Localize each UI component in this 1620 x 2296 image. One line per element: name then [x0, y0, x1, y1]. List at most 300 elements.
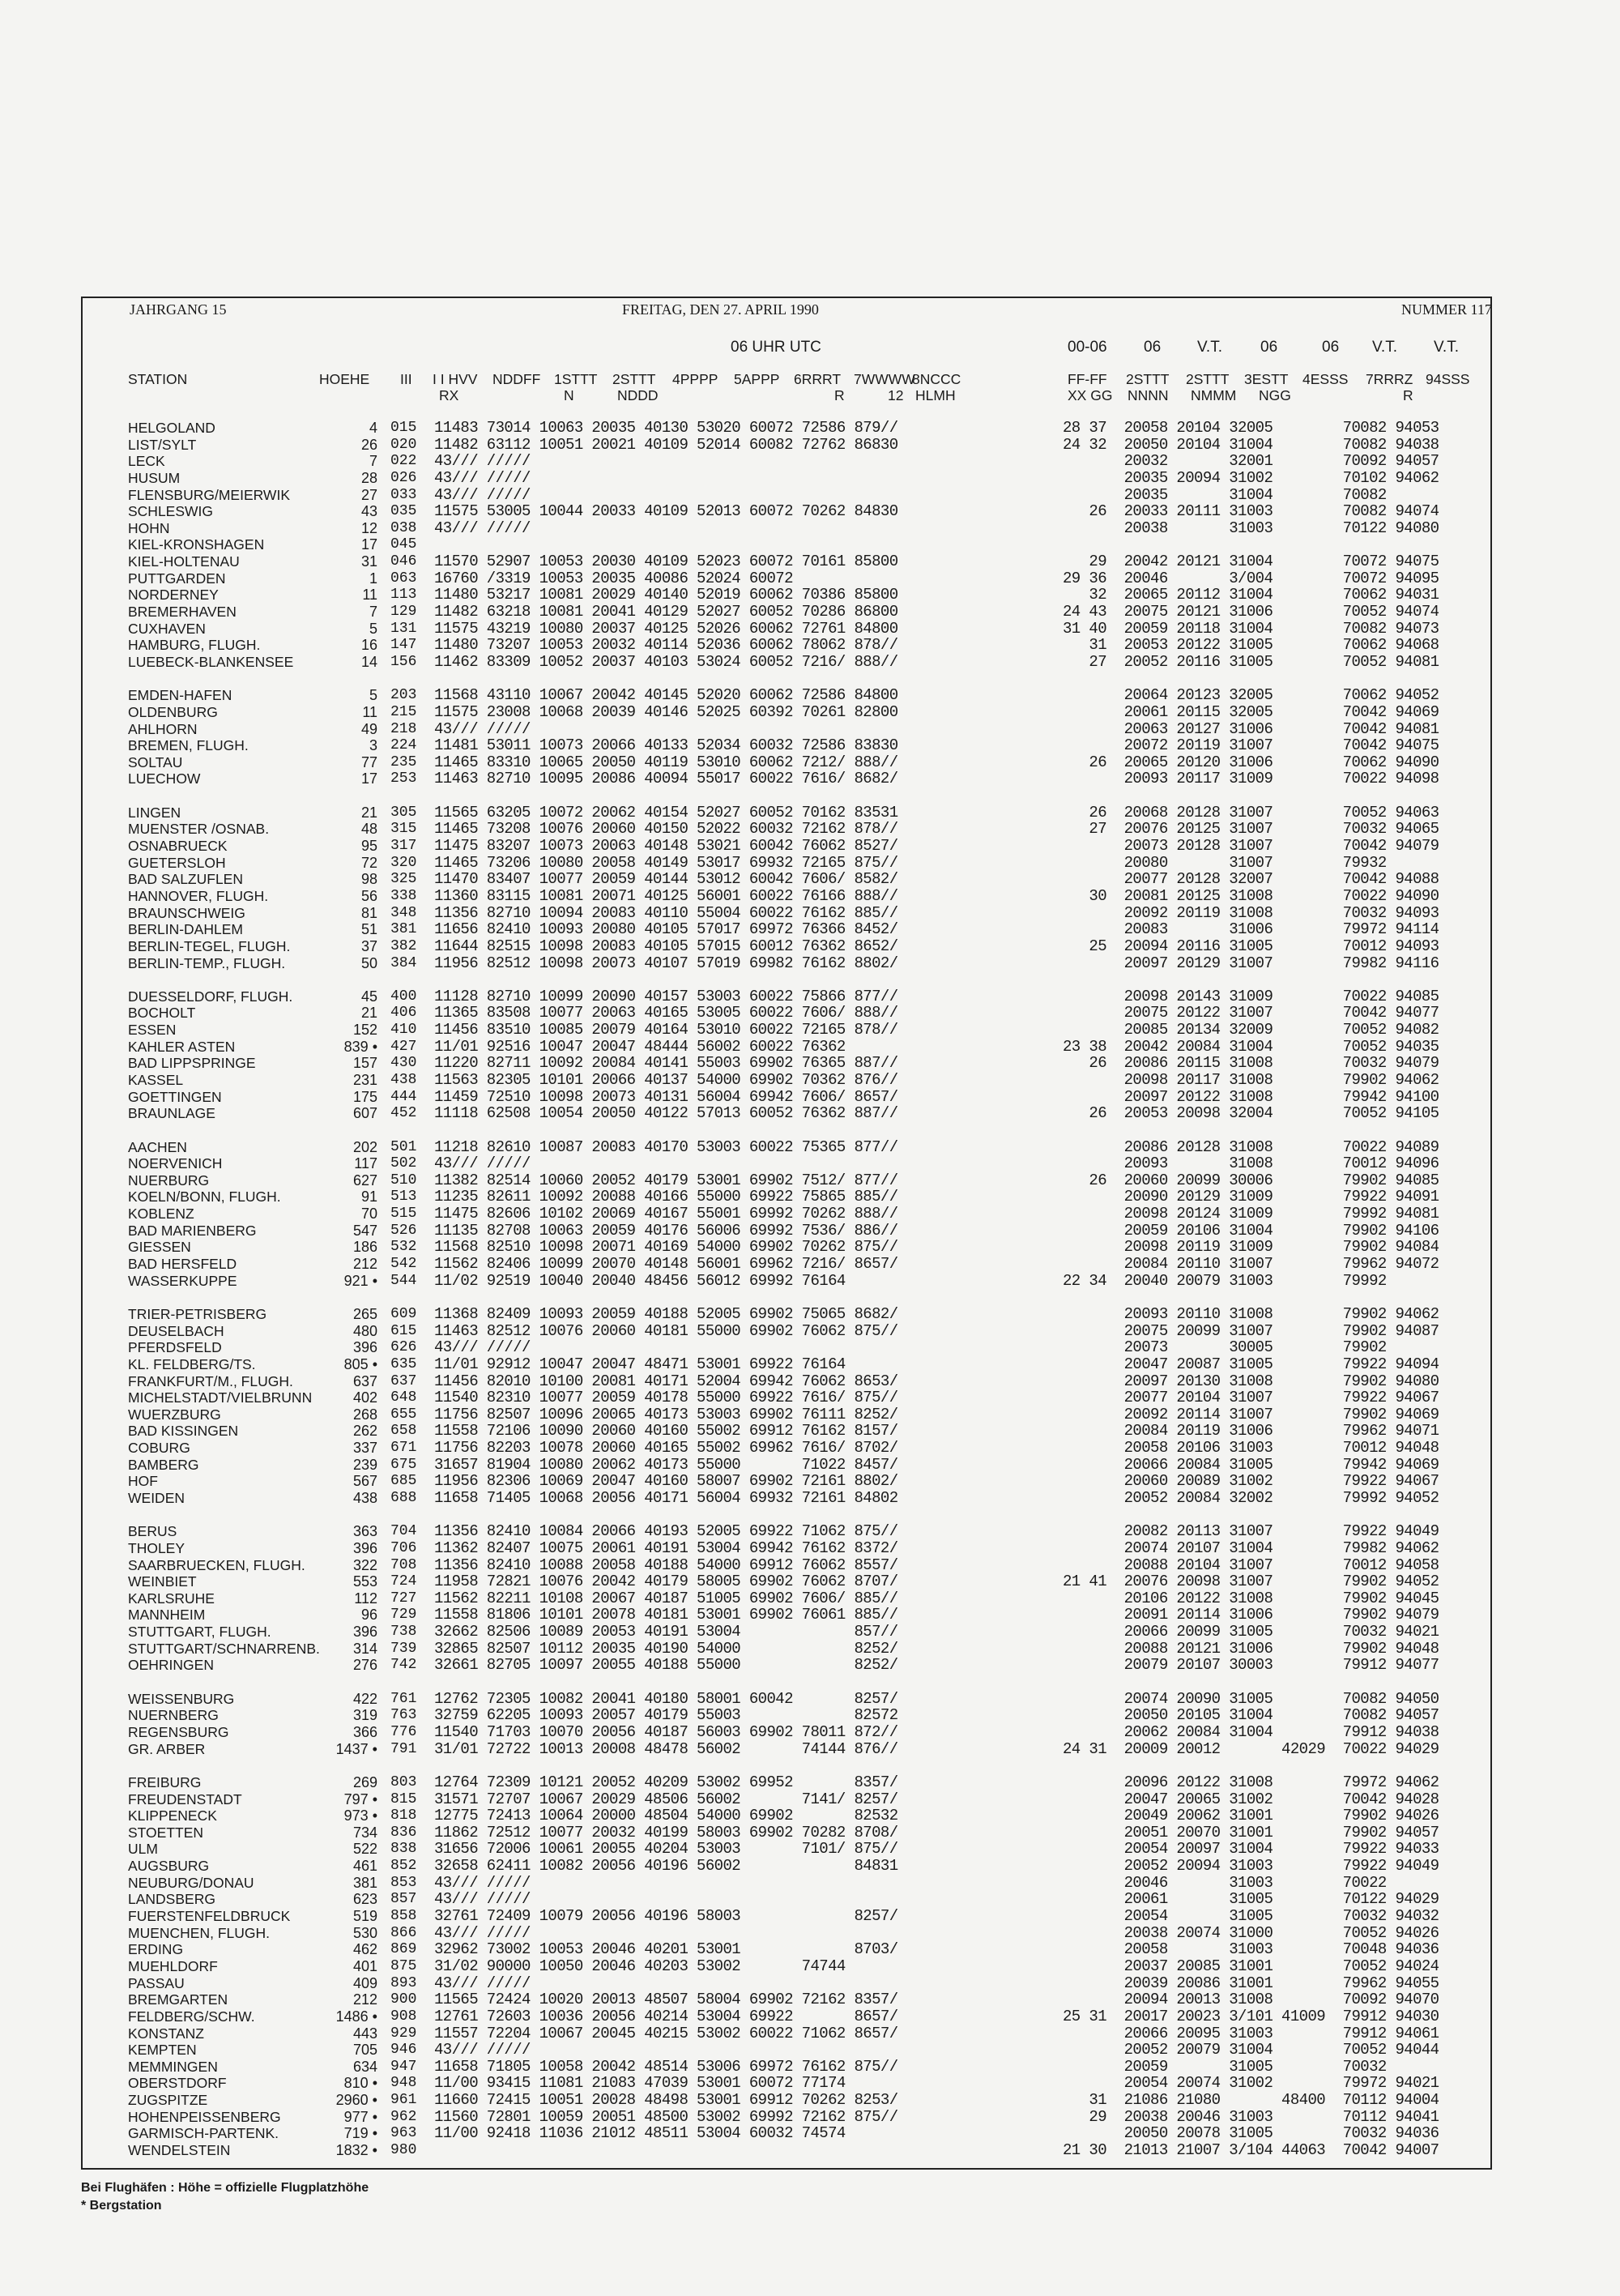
observation-row-right: 20077 20128 32007 70042 94088 — [1063, 870, 1439, 889]
station-id: 688 — [390, 1490, 417, 1506]
col-h5-header: 4PPPP — [672, 371, 718, 387]
station-id: 410 — [390, 1022, 417, 1039]
observation-row-right: 20061 31005 70122 94029 — [1063, 1890, 1439, 1909]
station-name: KASSEL — [128, 1071, 184, 1088]
observation-row: 11565 63205 10072 20062 40154 52027 60052 70162 83531 — [434, 803, 898, 822]
observation-row: 43/// ///// — [434, 468, 531, 487]
station-height: 7 — [369, 604, 377, 621]
station-name — [128, 971, 320, 988]
observation-row-right: 20072 20119 31007 70042 94075 — [1063, 736, 1439, 755]
station-id: 724 — [390, 1573, 417, 1590]
station-height: 797 • — [343, 1790, 377, 1807]
observation-row: 31/02 90000 10050 20046 40203 53002 74744 — [434, 1957, 846, 1975]
observation-row: 32759 62205 10093 20057 40179 55003 82572 — [434, 1706, 898, 1725]
station-height: 202 — [352, 1138, 377, 1155]
station-height — [314, 1674, 377, 1691]
observation-row: 11365 83508 10077 20063 40165 53005 60022 7606/ 888// — [434, 1004, 898, 1022]
observation-row-right: 20088 20121 31006 79902 94048 — [1063, 1639, 1439, 1658]
station-height: 70 — [360, 1206, 377, 1223]
station-height: 212 — [352, 1256, 377, 1273]
station-name: GOETTINGEN — [128, 1088, 222, 1105]
station-name: KONSTANZ — [128, 2025, 204, 2042]
station-height: 269 — [352, 1773, 377, 1790]
station-name: HOHN — [128, 519, 170, 536]
station-id: 929 — [390, 2025, 417, 2042]
observation-row-right: 20035 20094 31002 70102 94062 — [1063, 468, 1439, 487]
station-id: 739 — [390, 1640, 417, 1657]
station-id — [390, 1507, 416, 1524]
observation-row: 43/// ///// — [434, 485, 531, 504]
station-id: 791 — [390, 1740, 417, 1757]
station-name: MEMMINGEN — [128, 2058, 218, 2075]
observation-row-right: 20094 20013 31008 70092 94070 — [1063, 1991, 1439, 2009]
observation-row-right: 20086 20128 31008 70022 94089 — [1063, 1137, 1439, 1156]
observation-row: 11660 72415 10051 20028 48498 53001 69912 70262 8253/ — [434, 2091, 898, 2110]
station-name: STUTTGART, FLUGH. — [128, 1624, 271, 1641]
station-id: 315 — [390, 821, 417, 838]
observation-row-right: 20098 20117 31008 79902 94062 — [1063, 1070, 1439, 1089]
observation-row-right: 20060 20089 31002 79922 94067 — [1063, 1472, 1439, 1491]
station-name: STOETTEN — [128, 1824, 204, 1841]
station-name: SCHLESWIG — [128, 503, 214, 520]
station-id: 452 — [390, 1105, 417, 1122]
station-name: BERLIN-TEMP., FLUGH. — [128, 954, 286, 971]
observation-row: 11118 62508 10054 20050 40122 57013 60052 76362 887// — [434, 1104, 898, 1123]
station-height: 1486 • — [335, 2008, 377, 2025]
col-h3-header: 1STTT — [554, 371, 598, 387]
observation-row-right: 29 20042 20121 31004 70072 94075 — [1063, 553, 1439, 571]
station-id: 655 — [390, 1406, 417, 1423]
observation-row-right: 24 31 20009 20012 42029 70022 94029 — [1063, 1739, 1439, 1758]
station-height: 175 — [352, 1088, 377, 1105]
station-id: 738 — [390, 1624, 417, 1641]
station-name: LIST/SYLT — [128, 436, 197, 453]
station-name: PUTTGARDEN — [128, 570, 226, 587]
station-height: 96 — [360, 1607, 377, 1624]
observation-row: 11465 73206 10080 20058 40149 53017 69932 72165 875// — [434, 853, 898, 872]
station-id: 946 — [390, 2042, 417, 2059]
station-id: 609 — [390, 1305, 417, 1322]
station-name: CUXHAVEN — [128, 620, 206, 637]
observation-row — [434, 1122, 898, 1139]
station-height: 519 — [352, 1908, 377, 1925]
station-id: 038 — [390, 519, 417, 536]
col-h2-header: NDDFF — [492, 371, 541, 387]
station-height: 49 — [360, 720, 377, 737]
iii-header: III — [400, 371, 412, 387]
observation-row-right: 25 20094 20116 31005 70012 94093 — [1063, 937, 1439, 955]
observation-row-right: 31 40 20059 20118 31004 70082 94073 — [1063, 619, 1439, 638]
observation-row-right: 20049 20062 31001 79902 94026 — [1063, 1807, 1439, 1825]
observation-row: 11/02 92519 10040 20040 48456 56012 69992 76164 — [434, 1271, 846, 1290]
observation-row-right: 20058 31003 70048 94036 — [1063, 1940, 1439, 1959]
station-id: 218 — [390, 720, 417, 737]
station-name: HANNOVER, FLUGH. — [128, 887, 269, 904]
station-id: 836 — [390, 1824, 417, 1841]
observation-row: 12764 72309 10121 20052 40209 53002 69952 8357/ — [434, 1773, 898, 1791]
station-height: 3 — [369, 737, 377, 754]
station-height: 461 — [352, 1858, 377, 1875]
observation-row-right — [1063, 1289, 1439, 1306]
observation-row-right: 20093 20110 31008 79902 94062 — [1063, 1304, 1439, 1323]
station-height: 16 — [360, 637, 377, 654]
station-height: 438 — [352, 1490, 377, 1506]
station-name: GR. ARBER — [128, 1740, 206, 1757]
station-name: BRAUNLAGE — [128, 1105, 215, 1122]
observation-row-right: 20088 20104 31007 70012 94058 — [1063, 1556, 1439, 1574]
observation-row: 43/// ///// — [434, 1923, 531, 1942]
observation-row-right: 20038 20074 31000 70052 94026 — [1063, 1923, 1439, 1942]
observation-row-right: 30 20081 20125 31008 70022 94090 — [1063, 886, 1439, 905]
station-name: TRIER-PETRISBERG — [128, 1305, 267, 1322]
station-name: FLENSBURG/MEIERWIK — [128, 486, 290, 503]
station-id — [390, 1674, 416, 1691]
observation-row-right: 25 31 20017 20023 3/101 41009 79912 94030 — [1063, 2007, 1439, 2025]
station-name: MUENSTER /OSNAB. — [128, 821, 270, 838]
station-name: REGENSBURG — [128, 1723, 229, 1740]
observation-row — [434, 536, 898, 553]
station-name: BRAUNSCHWEIG — [128, 904, 245, 921]
observation-row-right: 20063 20127 31006 70042 94081 — [1063, 719, 1439, 738]
station-height: 637 — [352, 1372, 377, 1389]
observation-row-right: 26 20060 20099 30006 79902 94085 — [1063, 1171, 1439, 1189]
station-id: 708 — [390, 1556, 417, 1573]
station-id: 147 — [390, 637, 417, 654]
station-id: 815 — [390, 1790, 417, 1807]
observation-row: 11558 81806 10101 20078 40181 53001 69902 76061 885// — [434, 1606, 898, 1624]
station-id: 513 — [390, 1189, 417, 1206]
observation-row-right: 20097 20122 31008 79942 94100 — [1063, 1087, 1439, 1106]
observation-row: 11575 43219 10080 20037 40125 52026 60062 72761 84800 — [434, 619, 898, 638]
col-h7-header: 6RRRT — [794, 371, 842, 387]
station-id: 963 — [390, 2125, 417, 2142]
station-height: 322 — [352, 1556, 377, 1573]
station-id: 893 — [390, 1974, 417, 1991]
col-r2b-header: NNNN — [1128, 387, 1169, 403]
station-id: 438 — [390, 1071, 417, 1088]
observation-row-right: 20047 20087 31005 79922 94094 — [1063, 1355, 1439, 1373]
observation-row: 11756 82203 10078 20060 40165 55002 69962 7616/ 8702/ — [434, 1439, 898, 1457]
station-id: 035 — [390, 503, 417, 520]
observation-row: 12761 72603 10036 20056 40214 53004 69922 8657/ — [434, 2007, 898, 2025]
observation-row: 11560 72801 10059 20051 48500 53002 69992 72162 875// — [434, 2107, 898, 2126]
observation-row: 11658 71405 10068 20056 40171 56004 69932 72161 84802 — [434, 1489, 898, 1507]
station-height: 5 — [369, 687, 377, 704]
station-name: KAHLER ASTEN — [128, 1038, 236, 1055]
station-height: 623 — [352, 1891, 377, 1908]
station-height: 268 — [352, 1406, 377, 1423]
station-id: 215 — [390, 703, 417, 720]
observation-row: 43/// ///// — [434, 1890, 531, 1909]
station-height: 2960 • — [335, 2092, 377, 2109]
station-name: LINGEN — [128, 804, 181, 821]
observation-row-right: 20066 20084 31005 79942 94069 — [1063, 1455, 1439, 1474]
observation-row: 11575 23008 10068 20039 40146 52025 60392 70261 82800 — [434, 702, 898, 721]
col-h6-header: 5APPP — [734, 371, 780, 387]
station-name: OLDENBURG — [128, 703, 218, 720]
station-names — [128, 420, 320, 2159]
observation-row-right: 20075 20122 31007 70042 94077 — [1063, 1004, 1439, 1022]
station-id: 908 — [390, 2008, 417, 2025]
station-name: MUENCHEN, FLUGH. — [128, 1924, 271, 1941]
station-name: FREIBURG — [128, 1773, 202, 1790]
observation-row-right: 28 37 20058 20104 32005 70082 94053 — [1063, 419, 1439, 437]
station-id: 526 — [390, 1222, 417, 1239]
observation-row — [434, 971, 898, 988]
station-height: 553 — [352, 1573, 377, 1590]
observation-row-right — [1063, 536, 1439, 553]
observation-row-right: 26 20033 20111 31003 70082 94074 — [1063, 502, 1439, 521]
station-height: 337 — [352, 1440, 377, 1457]
station-id: 671 — [390, 1440, 417, 1457]
station-height: 366 — [352, 1723, 377, 1740]
observation-row: 11562 82406 10099 20070 40148 56001 69962 7216/ 8657/ — [434, 1255, 898, 1274]
station-name: WUERZBURG — [128, 1406, 221, 1423]
station-height: 72 — [360, 854, 377, 871]
observation-row-right: 20032 32001 70092 94057 — [1063, 452, 1439, 471]
station-name: KEMPTEN — [128, 2042, 197, 2059]
station-height: 231 — [352, 1071, 377, 1088]
observation-row — [434, 671, 898, 688]
observation-row-right: 26 20065 20120 31006 70062 94090 — [1063, 753, 1439, 771]
observation-row: 11456 82010 10100 20081 40171 52004 69942 76062 8653/ — [434, 1372, 898, 1390]
station-id: 022 — [390, 453, 417, 470]
station-id: 305 — [390, 804, 417, 821]
right-vt1-header: V.T. — [1197, 339, 1222, 356]
station-id: 406 — [390, 1005, 417, 1022]
observation-row-right — [1063, 671, 1439, 688]
volume-label: JAHRGANG 15 — [130, 301, 227, 318]
observation-row: 43/// ///// — [434, 1873, 531, 1892]
observation-row-right: 20066 20095 31003 79912 94061 — [1063, 2024, 1439, 2042]
station-name — [128, 1674, 320, 1691]
col-r6-header: 7RRRZ — [1366, 371, 1413, 387]
station-id: 542 — [390, 1256, 417, 1273]
station-id: 063 — [390, 570, 417, 587]
station-id: 156 — [390, 653, 417, 670]
station-name: KOBLENZ — [128, 1206, 194, 1223]
observation-row-right: 20061 20115 32005 70042 94069 — [1063, 702, 1439, 721]
observation-row-right: 27 20052 20116 31005 70052 94081 — [1063, 652, 1439, 671]
station-name — [128, 787, 320, 804]
station-id: 444 — [390, 1088, 417, 1105]
observation-row: 11568 43110 10067 20042 40145 52020 60062 72586 84800 — [434, 686, 898, 705]
station-id: 763 — [390, 1707, 417, 1724]
col-h8b-header: 12 — [888, 387, 904, 403]
station-id: 515 — [390, 1206, 417, 1223]
observation-row: 11/00 92418 11036 21012 48511 53004 60032 74574 — [434, 2124, 846, 2143]
station-height: 43 — [360, 503, 377, 520]
observation-row: 11459 72510 10098 20073 40131 56004 69942 7606/ 8657/ — [434, 1087, 898, 1106]
station-name: OSNABRUECK — [128, 838, 228, 855]
observation-row — [434, 1674, 898, 1691]
station-id: 129 — [390, 604, 417, 621]
station-name: WEINBIET — [128, 1573, 197, 1590]
station-height: 17 — [360, 770, 377, 787]
station-id — [390, 1757, 416, 1774]
main-observations — [434, 420, 898, 2142]
station-height: 480 — [352, 1322, 377, 1339]
col-h7b-header: R — [834, 387, 845, 403]
observation-row: 11756 82507 10096 20065 40173 53003 69902 76111 8252/ — [434, 1405, 898, 1423]
observation-row-right: 20052 20084 32002 79992 94052 — [1063, 1489, 1439, 1507]
observation-row: 11480 73207 10053 20032 40114 52036 60062 78062 878// — [434, 636, 898, 655]
station-name: HUSUM — [128, 469, 181, 486]
station-name: KOELN/BONN, FLUGH. — [128, 1189, 281, 1206]
observation-row — [434, 1289, 898, 1306]
station-id: 961 — [390, 2092, 417, 2109]
observation-row-right: 22 34 20040 20079 31003 79992 — [1063, 1271, 1387, 1290]
observation-row: 11463 82710 10095 20086 40094 55017 60022 7616/ 8682/ — [434, 770, 898, 788]
col-h4-header: 2STTT — [612, 371, 656, 387]
observation-row: 11958 72821 10076 20042 40179 58005 69902 76062 8707/ — [434, 1573, 898, 1591]
station-name: AHLHORN — [128, 720, 198, 737]
station-height: 31 — [360, 553, 377, 570]
observation-row-right: 20093 20117 31009 70022 94098 — [1063, 770, 1439, 788]
station-height: 27 — [360, 486, 377, 503]
station-id — [390, 1122, 416, 1139]
station-height: 5 — [369, 620, 377, 637]
station-height: 51 — [360, 921, 377, 938]
observation-row-right: 20084 20110 31007 79962 94072 — [1063, 1255, 1439, 1274]
station-id: 338 — [390, 887, 417, 904]
observation-row-right: 20073 20128 31007 70042 94079 — [1063, 837, 1439, 856]
observation-row-right: 21 30 21013 21007 3/104 44063 70042 94007 — [1063, 2140, 1439, 2159]
station-height: 805 • — [343, 1355, 377, 1372]
station-height: 37 — [360, 937, 377, 954]
station-id — [390, 671, 416, 688]
hoehe-values — [314, 420, 377, 2159]
station-name: FELDBERG/SCHW. — [128, 2008, 255, 2025]
station-height: 95 — [360, 838, 377, 855]
station-id: 869 — [390, 1941, 417, 1958]
station-id: 658 — [390, 1423, 417, 1440]
station-height: 381 — [352, 1874, 377, 1891]
observation-row: 32962 73002 10053 20046 40201 53001 8703/ — [434, 1940, 898, 1959]
station-height: 810 • — [343, 2075, 377, 2092]
station-name: BREMEN, FLUGH. — [128, 737, 249, 754]
observation-row-right: 20059 20106 31004 79902 94106 — [1063, 1221, 1439, 1240]
observation-row: 31656 72006 10061 20055 40204 53003 7101/ 875// — [434, 1840, 898, 1859]
station-height: 81 — [360, 904, 377, 921]
col-r5-header: 4ESSS — [1302, 371, 1349, 387]
observation-row-right: 20097 20129 31007 79982 94116 — [1063, 954, 1439, 972]
station-height: 186 — [352, 1239, 377, 1256]
observation-row: 11368 82409 10093 20059 40188 52005 69902 75065 8682/ — [434, 1304, 898, 1323]
station-name: NUERBURG — [128, 1171, 210, 1189]
station-id: 685 — [390, 1473, 417, 1490]
station-id: 113 — [390, 587, 417, 604]
station-id: 317 — [390, 838, 417, 855]
station-id: 235 — [390, 753, 417, 770]
observation-row: 11382 82514 10060 20052 40179 53001 69902 7512/ 877// — [434, 1171, 898, 1189]
observation-row-right: 29 36 20046 3/004 70072 94095 — [1063, 569, 1439, 587]
station-height — [314, 671, 377, 688]
station-height: 7 — [369, 453, 377, 470]
observation-row: 11135 82708 10063 20059 40176 56006 69992 7536/ 886// — [434, 1221, 898, 1240]
right-vt2-header: V.T. — [1372, 339, 1397, 356]
station-id: 818 — [390, 1807, 417, 1824]
right-06a-header: 06 — [1144, 339, 1162, 356]
station-name — [128, 1122, 320, 1139]
station-id: 015 — [390, 420, 417, 436]
station-name: WEISSENBURG — [128, 1690, 235, 1707]
observation-row-right: 32 20065 20112 31004 70062 94031 — [1063, 586, 1439, 604]
observation-row-right: 20092 20119 31008 70032 94093 — [1063, 903, 1439, 922]
station-id: 853 — [390, 1874, 417, 1891]
station-height: 627 — [352, 1171, 377, 1189]
station-name: WENDELSTEIN — [128, 2141, 231, 2158]
station-id: 033 — [390, 486, 417, 503]
station-name — [128, 1757, 320, 1774]
col-r1b-header: XX GG — [1068, 387, 1113, 403]
station-name: KARLSRUHE — [128, 1590, 215, 1607]
observation-row-right: 20050 20105 31004 70082 94057 — [1063, 1706, 1439, 1725]
station-height: 239 — [352, 1456, 377, 1473]
station-height: 705 — [352, 2042, 377, 2059]
observation-row: 11480 53217 10081 20029 40140 52019 60062 70386 85800 — [434, 586, 898, 604]
observation-row-right: 20064 20123 32005 70062 94052 — [1063, 686, 1439, 705]
station-height: 734 — [352, 1824, 377, 1841]
station-height: 276 — [352, 1657, 377, 1674]
station-name: GIESSEN — [128, 1239, 191, 1256]
observation-row-right: 20079 20107 30003 79912 94077 — [1063, 1656, 1439, 1675]
station-height: 977 • — [343, 2108, 377, 2125]
observation-row: 11956 82512 10098 20073 40107 57019 69982 76162 8802/ — [434, 954, 898, 972]
station-height: 921 • — [343, 1272, 377, 1289]
station-name: BOCHOLT — [128, 1005, 196, 1022]
station-name: BREMGARTEN — [128, 1991, 228, 2008]
observation-row: 43/// ///// — [434, 719, 531, 738]
station-id: 224 — [390, 737, 417, 754]
observation-row-right: 20092 20114 31007 79902 94069 — [1063, 1405, 1439, 1423]
observation-row-right — [1063, 971, 1439, 988]
station-ids — [390, 420, 416, 2159]
observation-row: 31/01 72722 10013 20008 48478 56002 74144 876// — [434, 1739, 898, 1758]
observation-row: 43/// ///// — [434, 452, 531, 471]
station-id: 045 — [390, 536, 417, 553]
station-height: 98 — [360, 871, 377, 888]
observation-row: 11218 82610 10087 20083 40170 53003 60022 75365 877// — [434, 1137, 898, 1156]
observation-row: 11/01 92516 10047 20047 48444 56002 60022 76362 — [434, 1037, 846, 1056]
observation-row: 43/// ///// — [434, 519, 531, 537]
station-id: 875 — [390, 1957, 417, 1974]
observation-row-right: 20075 20099 31007 79902 94087 — [1063, 1321, 1439, 1340]
observation-row-right: 20046 31003 70022 — [1063, 1873, 1387, 1892]
time-right-header: 00-06 — [1068, 339, 1107, 356]
station-name: KIEL-HOLTENAU — [128, 553, 240, 570]
observation-row: 32865 82507 10112 20035 40190 54000 8252/ — [434, 1639, 898, 1658]
col-h1-header: I I HVV — [433, 371, 478, 387]
station-name: BAD KISSINGEN — [128, 1423, 239, 1440]
observation-row-right: 20077 20104 31007 79922 94067 — [1063, 1389, 1439, 1407]
station-height: 567 — [352, 1473, 377, 1490]
station-id: 501 — [390, 1138, 417, 1155]
station-height: 973 • — [343, 1807, 377, 1824]
station-name: DEUSELBACH — [128, 1322, 224, 1339]
right-observations — [1063, 420, 1439, 2159]
observation-row: 11862 72512 10077 20032 40199 58003 69902 70282 8708/ — [434, 1823, 898, 1841]
station-name: GARMISCH-PARTENK. — [128, 2125, 279, 2142]
station-name — [128, 1507, 320, 1524]
col-r2-header: 2STTT — [1126, 371, 1170, 387]
observation-row: 11475 83207 10073 20063 40148 53021 60042 76062 8527/ — [434, 837, 898, 856]
station-id: 962 — [390, 2108, 417, 2125]
station-id: 626 — [390, 1339, 417, 1356]
col-h9b-header: HLMH — [915, 387, 956, 403]
observation-row: 11475 82606 10102 20069 40167 55001 69992 70262 888// — [434, 1205, 898, 1223]
station-id: 706 — [390, 1539, 417, 1556]
